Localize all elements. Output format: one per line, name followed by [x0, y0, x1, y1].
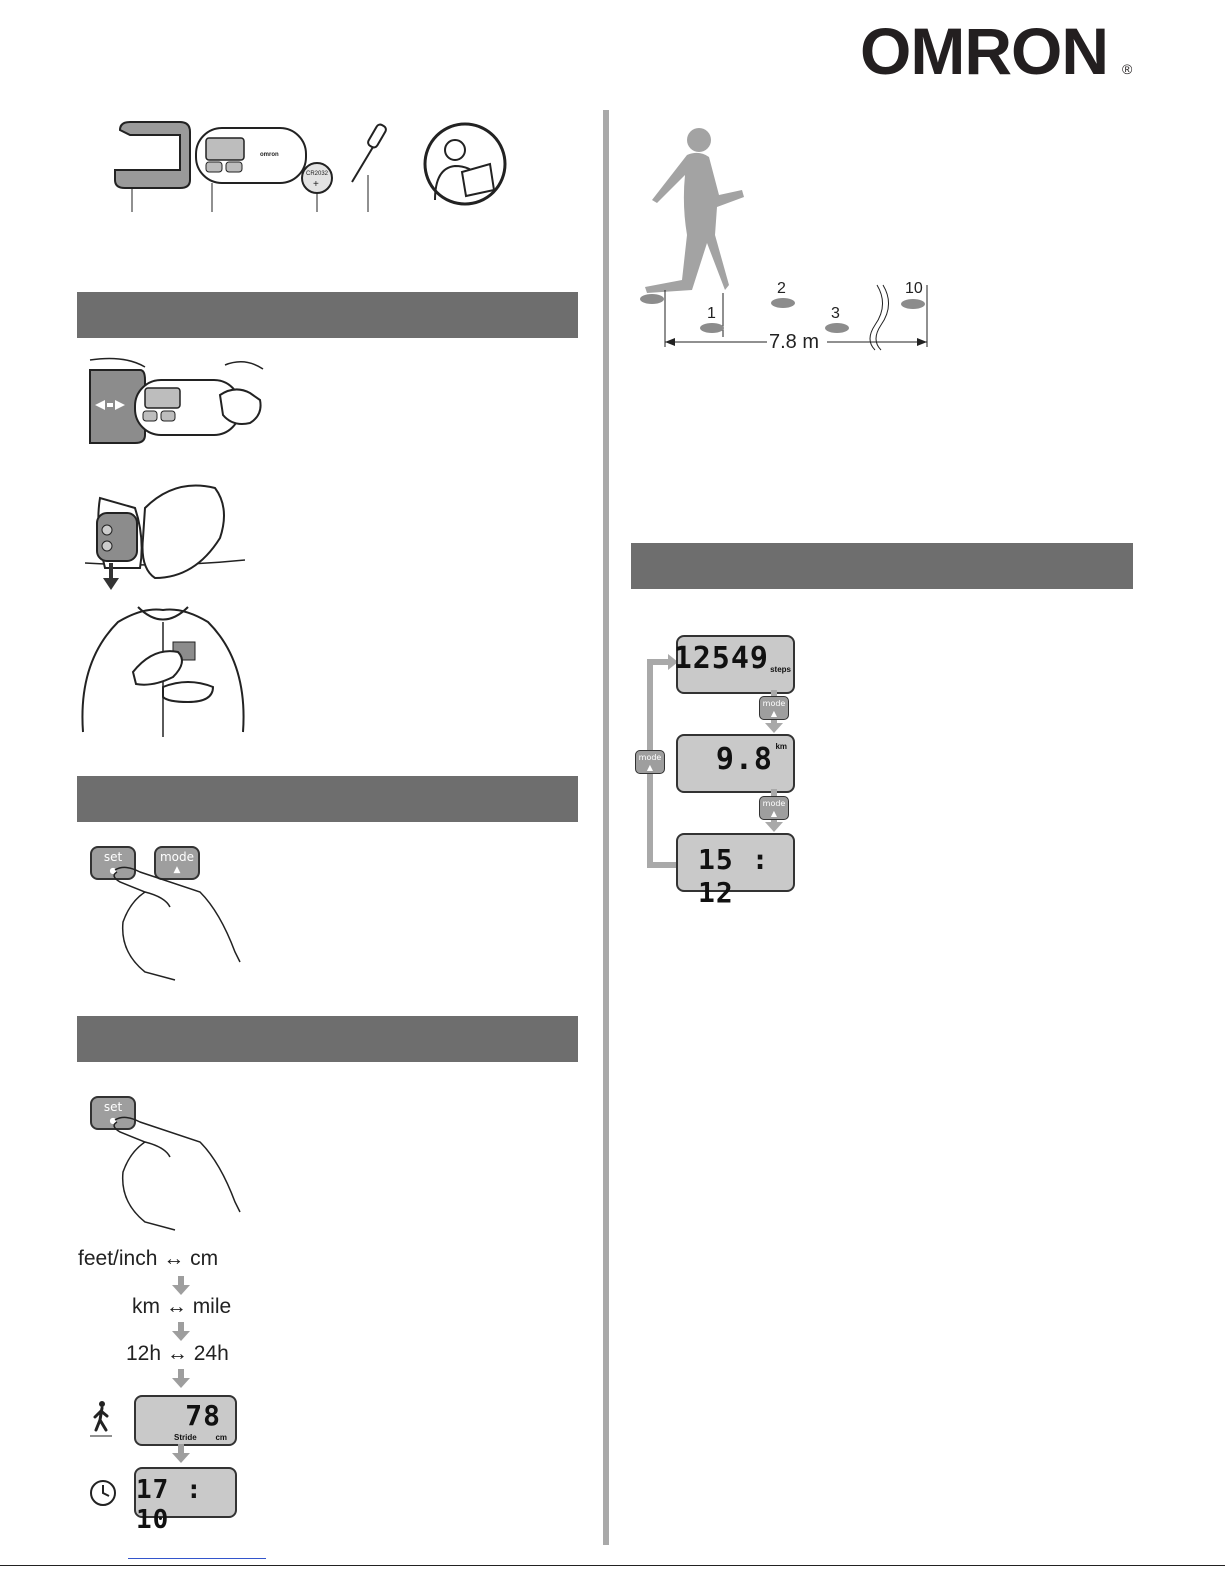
distance-label: 7.8 m — [769, 331, 820, 353]
footprint-icon — [640, 294, 664, 304]
step-number: 3 — [831, 305, 840, 322]
svg-text:CR2032: CR2032 — [306, 171, 329, 177]
set-dot-icon: ● — [109, 866, 117, 875]
mode-triangle-icon: ▲ — [770, 709, 778, 718]
footer-rule — [0, 1565, 1225, 1566]
footprint-icon — [700, 323, 724, 333]
column-divider — [603, 110, 609, 1545]
unit-right: 24h — [193, 1342, 229, 1365]
unit-left: feet/inch — [78, 1247, 158, 1270]
clip-holder-icon — [115, 122, 190, 212]
time-display — [676, 833, 795, 909]
footprint-icon — [771, 298, 795, 308]
logo-registered: ® — [1122, 61, 1133, 77]
step-number: 10 — [905, 280, 923, 297]
stride-measure-illustration — [637, 125, 937, 355]
section-bar-3 — [77, 1016, 578, 1062]
mode-triangle-icon: ▲ — [770, 809, 778, 818]
mode-label: mode — [762, 799, 786, 808]
mode-button-label: mode — [159, 850, 195, 864]
mode-label: mode — [638, 753, 662, 762]
clock-value: 17 : 10 — [136, 1475, 203, 1535]
set-button-label: set — [103, 850, 123, 864]
unit-right: mile — [192, 1295, 232, 1318]
clock-display — [134, 1467, 237, 1535]
footer-link-underline — [128, 1558, 266, 1559]
pocket-illustration — [78, 602, 248, 742]
clock-icon — [88, 1478, 118, 1513]
stride-value: 78 — [185, 1399, 221, 1432]
footprint-icon — [825, 323, 849, 333]
section-bar-4 — [631, 543, 1133, 589]
step-number: 2 — [777, 280, 786, 297]
walking-person-silhouette — [645, 128, 744, 293]
unit-row-distance — [132, 1295, 231, 1319]
steps-display — [673, 635, 795, 694]
swap-arrow-icon: ↔ — [166, 1342, 188, 1365]
mode-next-button[interactable] — [759, 696, 789, 720]
pedometer-icon — [196, 128, 306, 212]
finger-press-illustration — [105, 862, 245, 982]
unit-left: 12h — [126, 1342, 162, 1365]
steps-value: 12549 — [673, 641, 769, 676]
step-number: 1 — [707, 305, 716, 322]
unit-row-clock — [126, 1342, 229, 1366]
mode-triangle-icon: ▲ — [173, 865, 181, 875]
stride-display — [134, 1395, 237, 1446]
distance-unit: km — [775, 742, 787, 751]
svg-text:+: + — [313, 179, 319, 190]
mode-label: mode — [762, 699, 786, 708]
clip-to-belt-illustration — [85, 468, 245, 593]
section-bar-1 — [77, 292, 578, 338]
down-arrow-icon — [172, 1444, 190, 1469]
mode-next-button[interactable] — [759, 796, 789, 820]
footprint-icon — [901, 299, 925, 309]
down-arrow-icon — [172, 1369, 190, 1394]
omron-logo — [860, 18, 1140, 85]
stride-label: Stride — [174, 1433, 197, 1442]
section-bar-2 — [77, 776, 578, 822]
stride-unit: cm — [215, 1433, 227, 1442]
package-contents — [110, 120, 520, 215]
logo-text: OMRON — [860, 18, 1108, 80]
battery-icon — [302, 163, 332, 212]
unit-left: km — [132, 1295, 160, 1318]
finger-press-set-illustration — [105, 1112, 245, 1232]
mode-triangle-icon: ▲ — [646, 763, 654, 772]
unit-right: cm — [190, 1247, 219, 1270]
set-dot-icon: ● — [109, 1116, 117, 1125]
distance-value: 9.8 — [715, 742, 773, 777]
swap-arrow-icon: ↔ — [163, 1247, 185, 1270]
set-button-settings-label: set — [103, 1100, 123, 1114]
walking-person-icon — [88, 1400, 114, 1445]
mode-cycle-button[interactable] — [635, 750, 665, 774]
attach-holder-illustration — [85, 355, 265, 455]
unit-row-length — [78, 1247, 218, 1271]
steps-unit: steps — [770, 665, 791, 674]
swap-arrow-icon: ↔ — [165, 1295, 187, 1318]
distance-display — [676, 734, 795, 793]
svg-text:omron: omron — [260, 152, 279, 158]
time-value: 15 : 12 — [698, 843, 770, 909]
screwdriver-icon — [352, 123, 387, 212]
manual-icon — [425, 124, 505, 204]
